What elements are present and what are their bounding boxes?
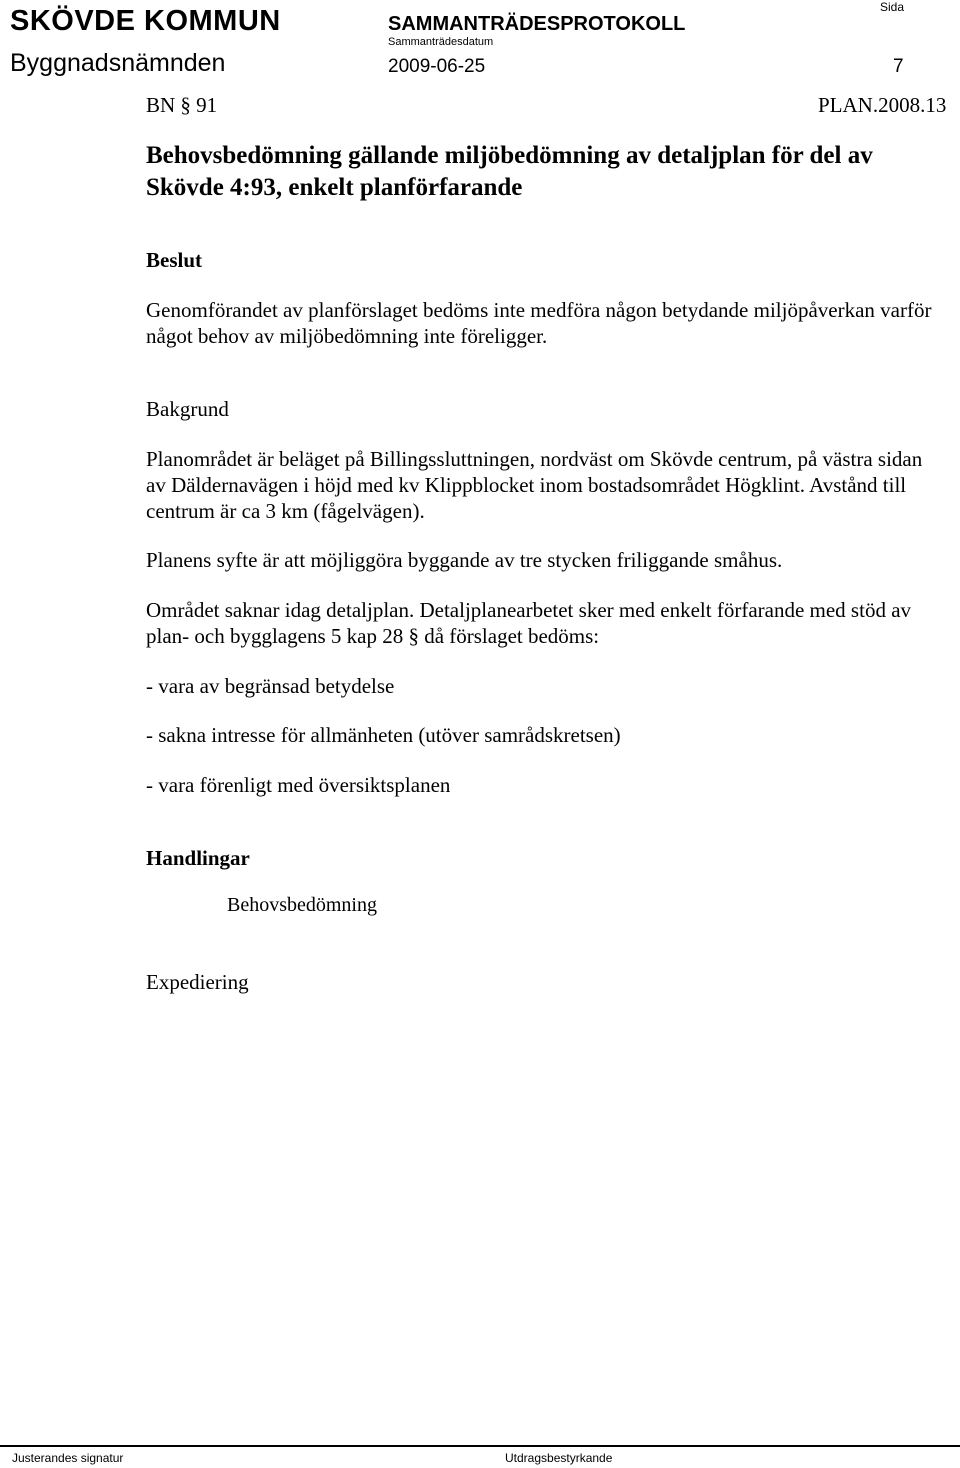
background-paragraph-1: Planområdet är beläget på Billingssluttningen, nordväst om Skövde centrum, på västra sidan av Däldernavägen i höjd med kv Klippblocket inom bostadsområdet Högklint. Avstånd till centrum är ca 3 km (fågelvägen). <box>146 447 923 523</box>
board-name: Byggnadsnämnden <box>10 49 226 77</box>
document-item: Behovsbedömning <box>227 894 377 916</box>
case-number: PLAN.2008.13 <box>818 93 947 117</box>
adjuster-signature-label: Justerandes signatur <box>12 1451 124 1465</box>
criteria-item: - sakna intresse för allmänheten (utöver samrådskretsen) <box>146 723 621 747</box>
criteria-item: - vara förenligt med översiktsplanen <box>146 773 451 797</box>
date-label: Sammanträdesdatum <box>388 36 494 48</box>
background-paragraph-3: Området saknar idag detaljplan. Detaljplanearbetet sker med enkelt förfarande med stöd av plan- och bygglagens 5 kap 28 § då förslaget bedöms: <box>146 598 912 648</box>
organization-logo: SKÖVDE KOMMUN <box>10 5 281 37</box>
document-type: SAMMANTRÄDESPROTOKOLL <box>388 13 686 35</box>
distribution-heading: Expediering <box>146 970 249 994</box>
background-heading: Bakgrund <box>146 397 229 421</box>
decision-text: Genomförandet av planförslaget bedöms inte medföra någon betydande miljöpåverkan varför något behov av miljöbedömning inte föreligger. <box>146 298 932 348</box>
meeting-date: 2009-06-25 <box>388 56 486 77</box>
extract-certification-label: Utdragsbestyrkande <box>505 1451 613 1465</box>
background-paragraph-2: Planens syfte är att möjliggöra byggande av tre stycken friliggande småhus. <box>146 548 783 572</box>
footer-divider <box>0 1445 960 1447</box>
page-number: 7 <box>893 56 904 77</box>
documents-heading: Handlingar <box>146 846 250 870</box>
decision-heading: Beslut <box>146 248 203 272</box>
case-title: Behovsbedömning gällande miljöbedömning av detaljplan för del av Skövde 4:93, enkelt planförfarande <box>146 142 873 201</box>
criteria-item: - vara av begränsad betydelse <box>146 674 395 698</box>
paragraph-reference: BN § 91 <box>146 93 218 117</box>
page-label: Sida <box>880 0 905 14</box>
